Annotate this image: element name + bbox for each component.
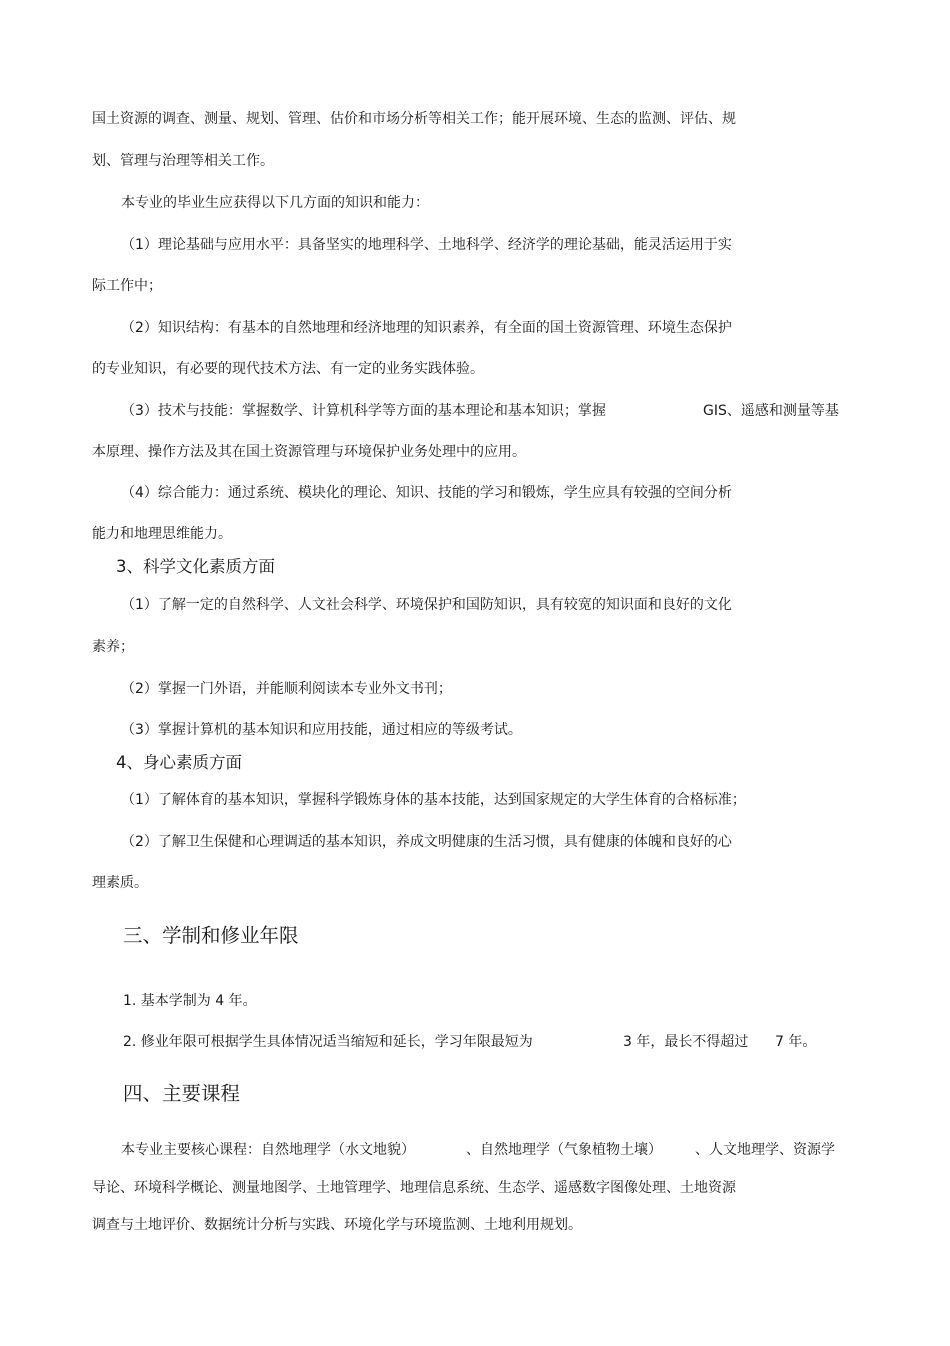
text-line: （3）掌握计算机的基本知识和应用技能，通过相应的等级考试。 xyxy=(121,722,522,738)
text-line: （2）知识结构：有基本的自然地理和经济地理的知识素养，有全面的国土资源管理、环境生态保护 xyxy=(121,320,732,336)
text-line: GIS、遥感和测量等基 xyxy=(703,403,839,419)
section-heading: 三、学制和修业年限 xyxy=(123,924,299,947)
text-line: 本原理、操作方法及其在国土资源管理与环境保护业务处理中的应用。 xyxy=(92,444,526,460)
text-line: （4）综合能力：通过系统、模块化的理论、知识、技能的学习和锻炼，学生应具有较强的空间分析 xyxy=(121,485,732,501)
text-line: （2）了解卫生保健和心理调适的基本知识，养成文明健康的生活习惯，具有健康的体魄和良好的心 xyxy=(121,834,732,850)
text-line: 本专业主要核心课程：自然地理学（水文地貌） xyxy=(121,1142,415,1158)
text-line: 、人文地理学、资源学 xyxy=(695,1142,835,1158)
section-heading: 四、主要课程 xyxy=(123,1082,241,1105)
text-line: （1）了解体育的基本知识，掌握科学锻炼身体的基本技能，达到国家规定的大学生体育的合格标准； xyxy=(121,792,746,808)
text-line: 调查与土地评价、数据统计分析与实践、环境化学与环境监测、土地利用规划。 xyxy=(92,1217,582,1233)
text-line: 、自然地理学（气象植物土壤） xyxy=(466,1142,662,1158)
text-line: 本专业的毕业生应获得以下几方面的知识和能力： xyxy=(121,195,429,211)
subsection-heading: 3、科学文化素质方面 xyxy=(116,557,275,576)
text-line: 2. 修业年限可根据学生具体情况适当缩短和延长，学习年限最短为 xyxy=(123,1034,533,1050)
text-line: 划、管理与治理等相关工作。 xyxy=(92,153,274,169)
text-line: 导论、环境科学概论、测量地图学、土地管理学、地理信息系统、生态学、遥感数字图像处理、土地资源 xyxy=(92,1180,736,1196)
text-line: 理素质。 xyxy=(92,875,148,891)
text-line: 3 年，最长不得超过 xyxy=(623,1034,749,1050)
text-line: （1）理论基础与应用水平：具备坚实的地理科学、土地科学、经济学的理论基础，能灵活运用于实 xyxy=(121,237,732,253)
subsection-heading: 4、身心素质方面 xyxy=(116,753,242,772)
text-line: 能力和地理思维能力。 xyxy=(92,526,232,542)
text-line: 7 年。 xyxy=(775,1034,817,1050)
text-line: （1）了解一定的自然科学、人文社会科学、环境保护和国防知识，具有较宽的知识面和良好的文化 xyxy=(121,597,732,613)
text-line: 1. 基本学制为 4 年。 xyxy=(123,993,257,1009)
text-line: 的专业知识，有必要的现代技术方法、有一定的业务实践体验。 xyxy=(92,361,484,377)
text-line: （3）技术与技能：掌握数学、计算机科学等方面的基本理论和基本知识；掌握 xyxy=(121,403,606,419)
text-line: 国土资源的调查、测量、规划、管理、估价和市场分析等相关工作；能开展环境、生态的监测、评估、规 xyxy=(92,111,736,127)
text-line: 际工作中； xyxy=(92,278,162,294)
text-line: （2）掌握一门外语，并能顺利阅读本专业外文书刊； xyxy=(121,681,452,697)
text-line: 素养； xyxy=(92,639,134,655)
